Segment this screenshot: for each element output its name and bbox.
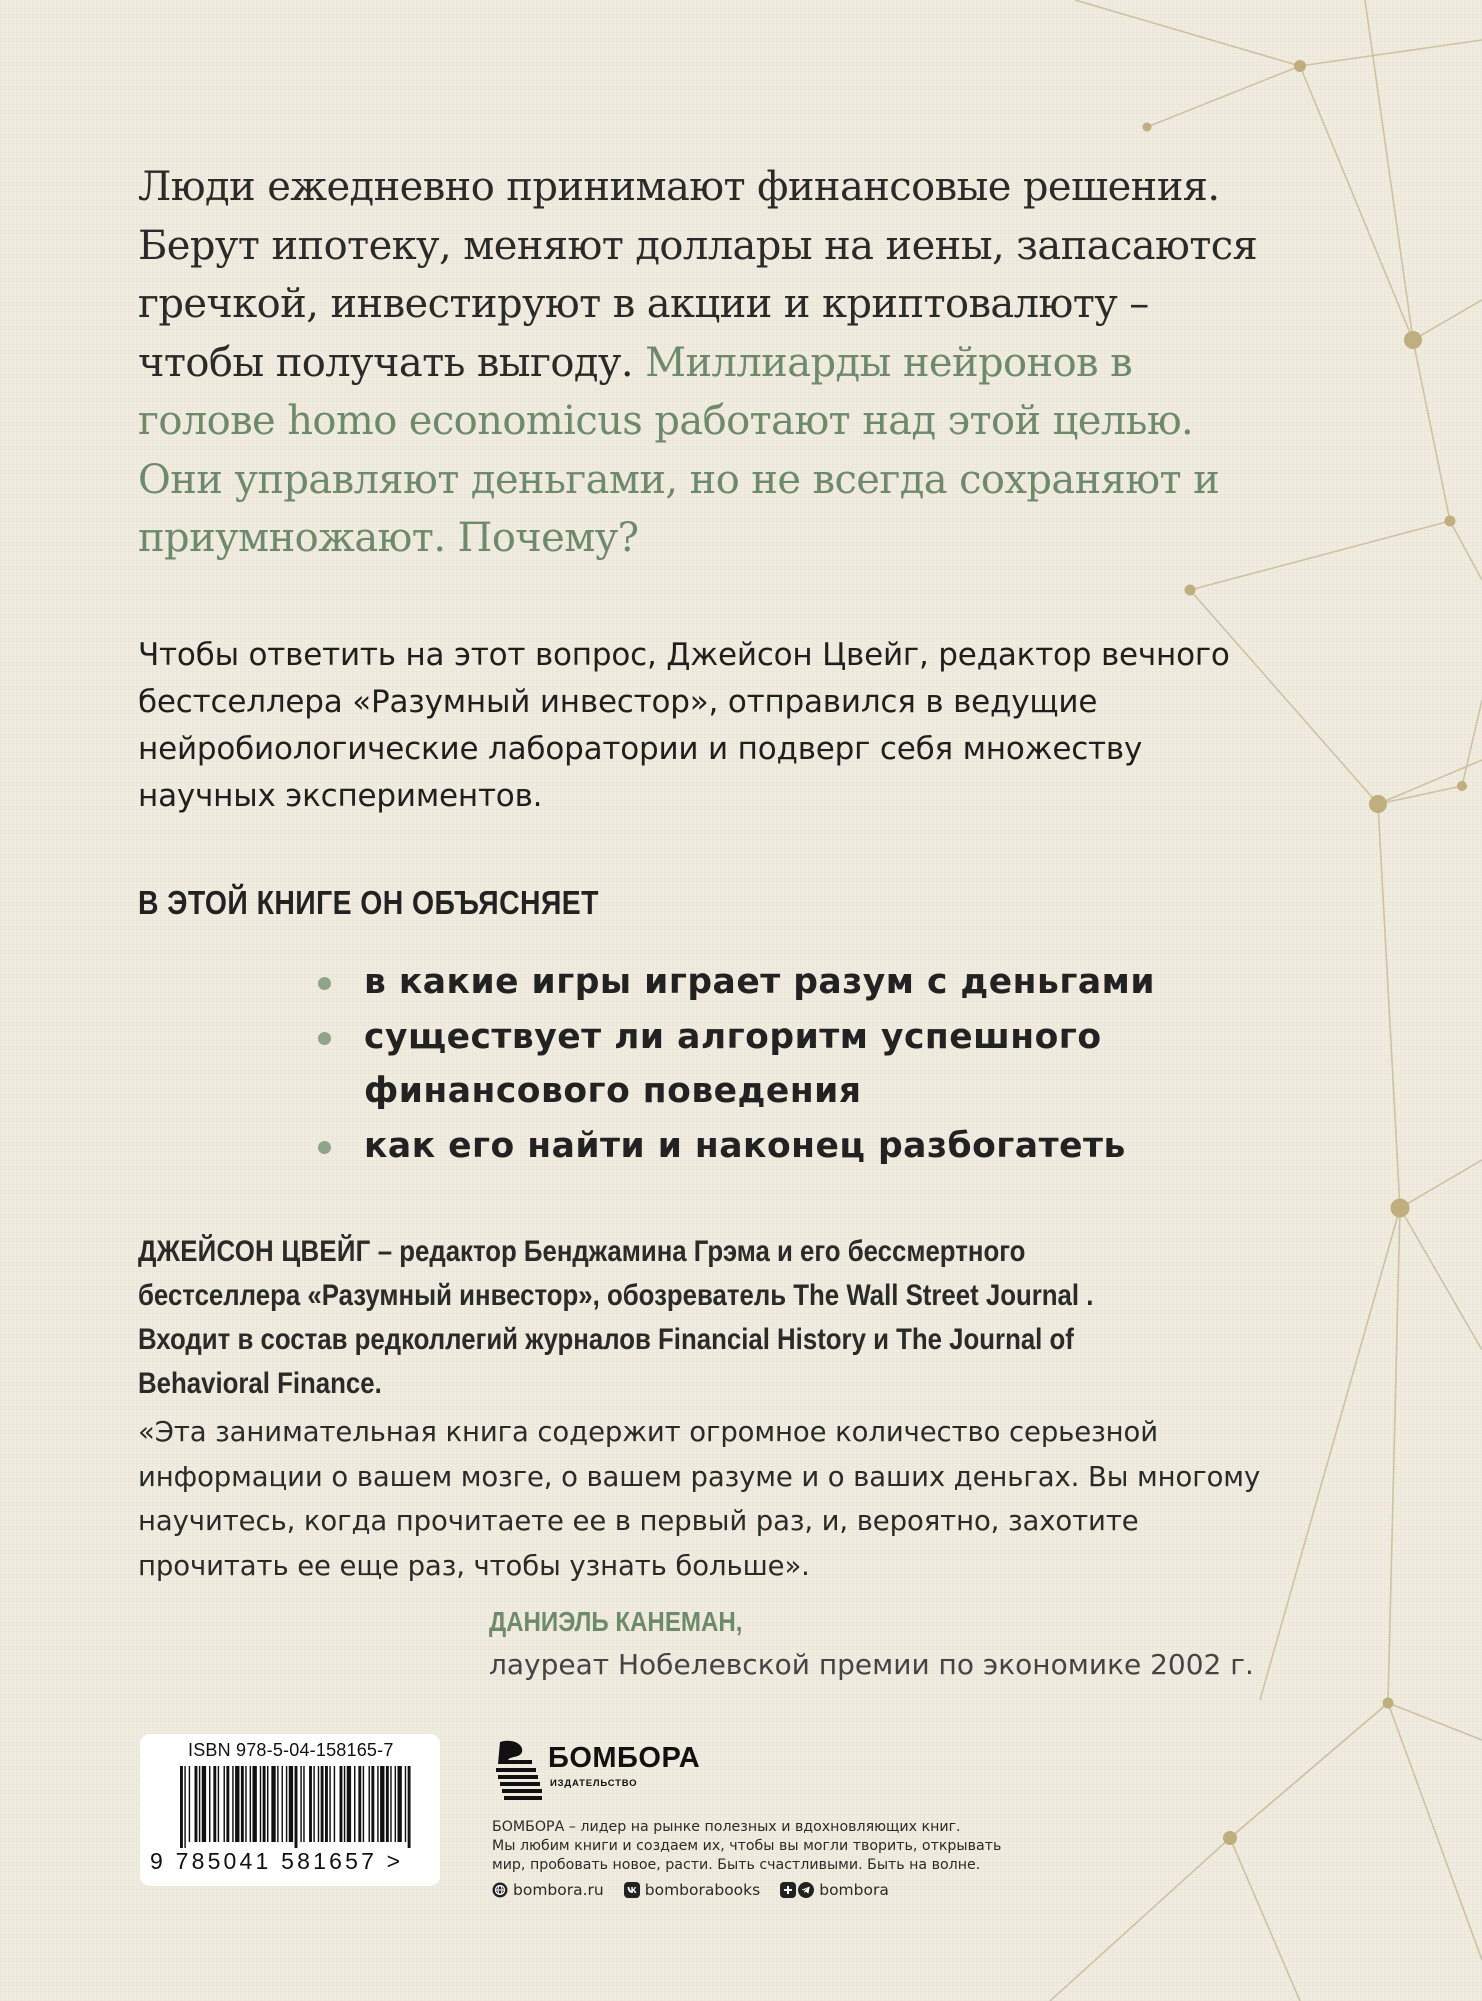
publisher-description: БОМБОРА – лидер на рынке полезных и вдохновляющих книг. Мы любим книги и создаем их, чтобы вы могли творить, открывать мир, пробовать новое, расти. Быть счастливыми. Быть на волне. xyxy=(492,1819,1002,1873)
barcode-bar xyxy=(344,1766,345,1842)
barcode-bar xyxy=(300,1766,301,1842)
barcode-bar xyxy=(398,1766,402,1842)
publisher-socials xyxy=(492,1881,909,1899)
quote-author-desc: лауреат Нобелевской премии по экономике 2002 г. xyxy=(489,1648,1254,1681)
barcode-bar xyxy=(250,1766,251,1842)
quote-author-name: ДАНИЭЛЬ КАНЕМАН, xyxy=(489,1606,743,1637)
barcode-bar xyxy=(321,1766,324,1842)
barcode-box xyxy=(140,1734,440,1886)
barcode-bar xyxy=(245,1766,246,1842)
barcode-bar xyxy=(303,1766,304,1842)
barcode-bar xyxy=(195,1766,198,1842)
barcode-bar xyxy=(371,1766,374,1842)
barcode-bar xyxy=(363,1766,364,1842)
lead-paragraph xyxy=(138,158,1278,568)
barcode-bar xyxy=(260,1766,261,1842)
barcode-bar xyxy=(213,1766,216,1842)
barcode-bar xyxy=(334,1766,335,1842)
barcode-bar xyxy=(224,1766,225,1842)
barcode-bar xyxy=(408,1766,411,1848)
vk-icon xyxy=(624,1882,640,1898)
barcode-bar xyxy=(325,1766,328,1842)
telegram-icon xyxy=(798,1882,814,1898)
barcode-icon xyxy=(180,1766,412,1848)
barcode-bar xyxy=(199,1766,200,1842)
barcode-bar xyxy=(218,1766,219,1842)
barcode-bar xyxy=(295,1766,298,1848)
author-bio-text: – редактор Бенджамина Грэма и его бессмертного бестселлера «Разумный инвестор», обозреватель The Wall Street Journal . Входит в состав редколлегий журналов Financial History и The Journal of Behavioral Finance. xyxy=(138,1235,1094,1400)
barcode-bar xyxy=(358,1766,361,1842)
barcode-bar xyxy=(405,1766,406,1842)
barcode-bar xyxy=(226,1766,229,1842)
section-heading: В ЭТОЙ КНИГЕ ОН ОБЪЯСНЯЕТ xyxy=(138,884,599,921)
barcode-bar xyxy=(309,1766,312,1842)
barcode-bar xyxy=(202,1766,206,1842)
barcode-bar xyxy=(380,1766,384,1842)
isbn-label: ISBN 978-5-04-158165-7 xyxy=(188,1740,394,1760)
barcode-bar xyxy=(369,1766,370,1842)
list-item: как его найти и наконец разбогатеть xyxy=(318,1119,1218,1174)
barcode-digits: 9 785041 581657 > xyxy=(150,1848,404,1874)
barcode-bar xyxy=(241,1766,244,1842)
barcode-bar xyxy=(253,1766,257,1842)
barcode-bar xyxy=(263,1766,266,1842)
social-link-vk[interactable]: bomborabooks xyxy=(624,1881,760,1899)
publisher-subtitle: ИЗДАТЕЛЬСТВО xyxy=(550,1778,638,1789)
barcode-bar xyxy=(395,1766,396,1842)
barcode-bar xyxy=(286,1766,287,1842)
lead-dark-text: Люди ежедневно принимают финансовые решения. Берут ипотеку, меняют доллары на иены, запасаются гречкой, инвестируют в акции и криптовалюту – чтобы получать выгоду. xyxy=(138,164,1258,386)
social-link-website[interactable]: bombora.ru xyxy=(492,1881,604,1899)
barcode-bar xyxy=(377,1766,378,1842)
barcode-bar xyxy=(318,1766,319,1842)
plus-icon xyxy=(780,1882,796,1898)
barcode-bar xyxy=(386,1766,389,1842)
publisher-logo xyxy=(492,1738,1052,1804)
barcode-bar xyxy=(340,1766,343,1842)
bombora-logo-icon xyxy=(492,1738,546,1800)
barcode-bar xyxy=(235,1766,239,1842)
barcode-bar xyxy=(180,1766,183,1848)
barcode-bar xyxy=(232,1766,233,1842)
barcode-bar xyxy=(267,1766,268,1842)
barcode-bar xyxy=(209,1766,210,1842)
list-item: существует ли алгоритм успешного финансового поведения xyxy=(318,1010,1218,1119)
barcode-bar xyxy=(329,1766,330,1842)
publisher-name: БОМБОРА xyxy=(548,1742,701,1774)
globe-icon xyxy=(492,1882,508,1898)
publisher-block xyxy=(492,1738,1052,1899)
bullet-dot-icon xyxy=(318,1032,331,1045)
barcode-bar xyxy=(277,1766,278,1842)
review-quote: «Эта занимательная книга содержит огромное количество серьезной информации о вашем мозге, о вашем разуме и о ваших деньгах. Вы многому научитесь, когда прочитаете ее в первый раз, и, вероятно, захотите прочитать ее еще раз, чтобы узнать больше». xyxy=(138,1416,1261,1582)
intro-paragraph: Чтобы ответить на этот вопрос, Джейсон Цвейг, редактор вечного бестселлера «Разумный инвестор», отправился в ведущие нейробиологические лаборатории и подверг себя множеству научных экспериментов. xyxy=(138,637,1230,814)
author-bio xyxy=(138,1230,1170,1406)
lead-green-text: Миллиарды нейронов в голове homo economicus работают над этой целью. Они управляют деньгами, но не всегда сохраняют и приумножают. Почему? xyxy=(138,339,1220,561)
author-name: ДЖЕЙСОН ЦВЕЙГ xyxy=(138,1235,371,1268)
barcode-bar xyxy=(313,1766,314,1842)
social-link-telegram[interactable]: bombora xyxy=(780,1881,889,1899)
list-item: в какие игры играет разум с деньгами xyxy=(318,955,1218,1010)
barcode-bar xyxy=(282,1766,283,1842)
barcode-bar xyxy=(390,1766,391,1842)
barcode-bar xyxy=(189,1766,190,1842)
barcode-bar xyxy=(347,1766,351,1842)
bullet-list xyxy=(318,955,1218,1173)
barcode-bar xyxy=(184,1766,185,1848)
bullet-dot-icon xyxy=(318,1141,331,1154)
barcode-bar xyxy=(271,1766,275,1842)
bullet-dot-icon xyxy=(318,977,331,990)
barcode-bar xyxy=(354,1766,355,1842)
barcode-bar xyxy=(289,1766,293,1842)
